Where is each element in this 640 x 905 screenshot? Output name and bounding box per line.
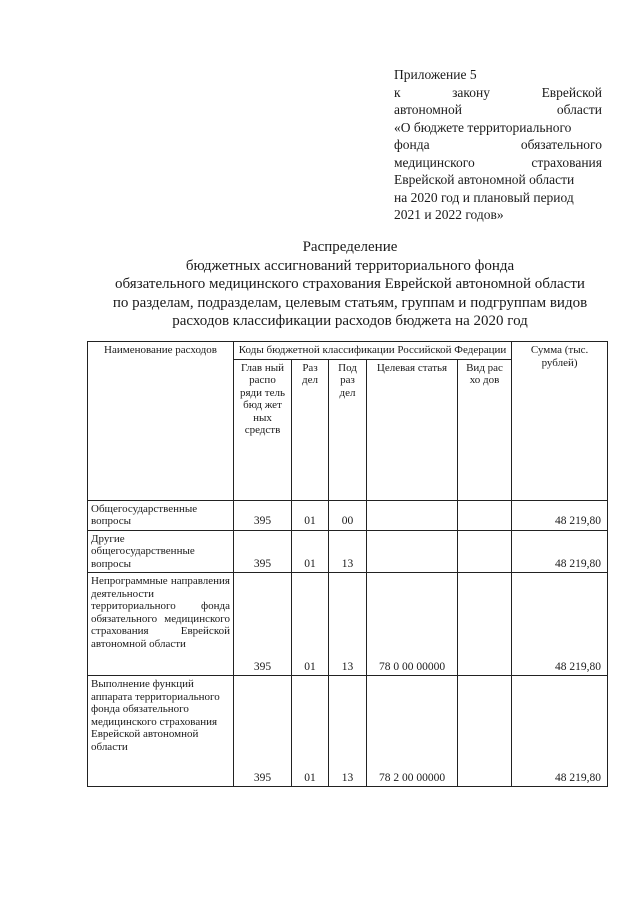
header-podrazdel: Под раз дел — [329, 359, 367, 500]
table-row — [88, 500, 608, 530]
row-glav: 395 — [234, 573, 292, 676]
table-header-row — [88, 342, 608, 360]
header-sum: Сумма (тыс. рублей) — [512, 342, 608, 501]
table-row — [88, 676, 608, 787]
header-name: Наименование расходов — [88, 342, 234, 501]
header-vid: Вид рас хо дов — [458, 359, 512, 500]
row-razdel: 01 — [292, 500, 329, 530]
row-vid — [458, 676, 512, 787]
appendix-line-6 — [394, 154, 602, 172]
appendix-word: области — [556, 102, 602, 117]
row-celevaya — [367, 530, 458, 573]
row-sum: 48 219,80 — [512, 573, 608, 676]
heading-title: Распределение — [302, 239, 398, 255]
row-podrazdel: 13 — [329, 530, 367, 573]
header-razdel: Раз дел — [292, 359, 329, 500]
appendix-line-9: 2021 и 2022 годов» — [394, 207, 504, 222]
row-razdel: 01 — [292, 573, 329, 676]
appendix-word: к — [394, 84, 401, 100]
heading-line: расходов классификации расходов бюджета на 2020 год — [172, 313, 528, 329]
row-vid — [458, 530, 512, 573]
header-celevaya: Целевая статья — [367, 359, 458, 500]
row-name: Выполнение функций аппарата территориального фонда обязательного медицинского страхования Еврейской автономной области — [88, 676, 234, 787]
row-podrazdel: 13 — [329, 676, 367, 787]
row-sum: 48 219,80 — [512, 530, 608, 573]
row-celevaya: 78 2 00 00000 — [367, 676, 458, 787]
row-celevaya: 78 0 00 00000 — [367, 573, 458, 676]
header-glav: Глав ный распо ряди тель бюд жет ных средств — [234, 359, 292, 500]
appendix-word: Еврейской — [541, 84, 602, 100]
row-vid — [458, 573, 512, 676]
header-codes: Коды бюджетной классификации Российской Федерации — [234, 342, 512, 360]
appendix-word: медицинского — [394, 154, 475, 170]
appendix-line-4: «О бюджете территориального — [394, 119, 572, 135]
heading-line: бюджетных ассигнований территориального фонда — [185, 257, 515, 274]
budget-table — [87, 341, 608, 787]
table-row — [88, 573, 608, 676]
row-name: Другие общегосударственные вопросы — [88, 530, 234, 573]
appendix-block — [394, 66, 602, 224]
appendix-line-8: на 2020 год и плановый период — [394, 189, 574, 205]
appendix-line-7: Еврейской автономной области — [394, 172, 575, 187]
row-glav: 395 — [234, 500, 292, 530]
table-row — [88, 530, 608, 573]
appendix-line-5 — [394, 136, 602, 154]
row-name: Непрограммные направления деятельности территориального фонда обязательного медицинского страхования Еврейской автономной области — [88, 573, 234, 676]
row-razdel: 01 — [292, 676, 329, 787]
row-podrazdel: 00 — [329, 500, 367, 530]
document-heading — [60, 238, 640, 331]
appendix-line-3 — [394, 101, 602, 119]
row-podrazdel: 13 — [329, 573, 367, 676]
appendix-title: Приложение 5 — [394, 67, 477, 82]
appendix-word: обязательного — [520, 137, 602, 152]
row-vid — [458, 500, 512, 530]
row-glav: 395 — [234, 530, 292, 573]
heading-line: обязательного медицинского страхования Еврейской автономной области — [115, 276, 585, 292]
row-razdel: 01 — [292, 530, 329, 573]
appendix-line-2 — [394, 84, 602, 102]
row-sum: 48 219,80 — [512, 500, 608, 530]
row-celevaya — [367, 500, 458, 530]
appendix-word: закону — [452, 84, 491, 100]
row-glav: 395 — [234, 676, 292, 787]
row-sum: 48 219,80 — [512, 676, 608, 787]
row-name: Общегосударственные вопросы — [88, 500, 234, 530]
appendix-word: страхования — [531, 154, 602, 170]
heading-line: по разделам, подразделам, целевым статьям, группам и подгруппам видов — [112, 294, 588, 311]
appendix-word: фонда — [394, 137, 430, 152]
appendix-word: автономной — [394, 102, 462, 117]
